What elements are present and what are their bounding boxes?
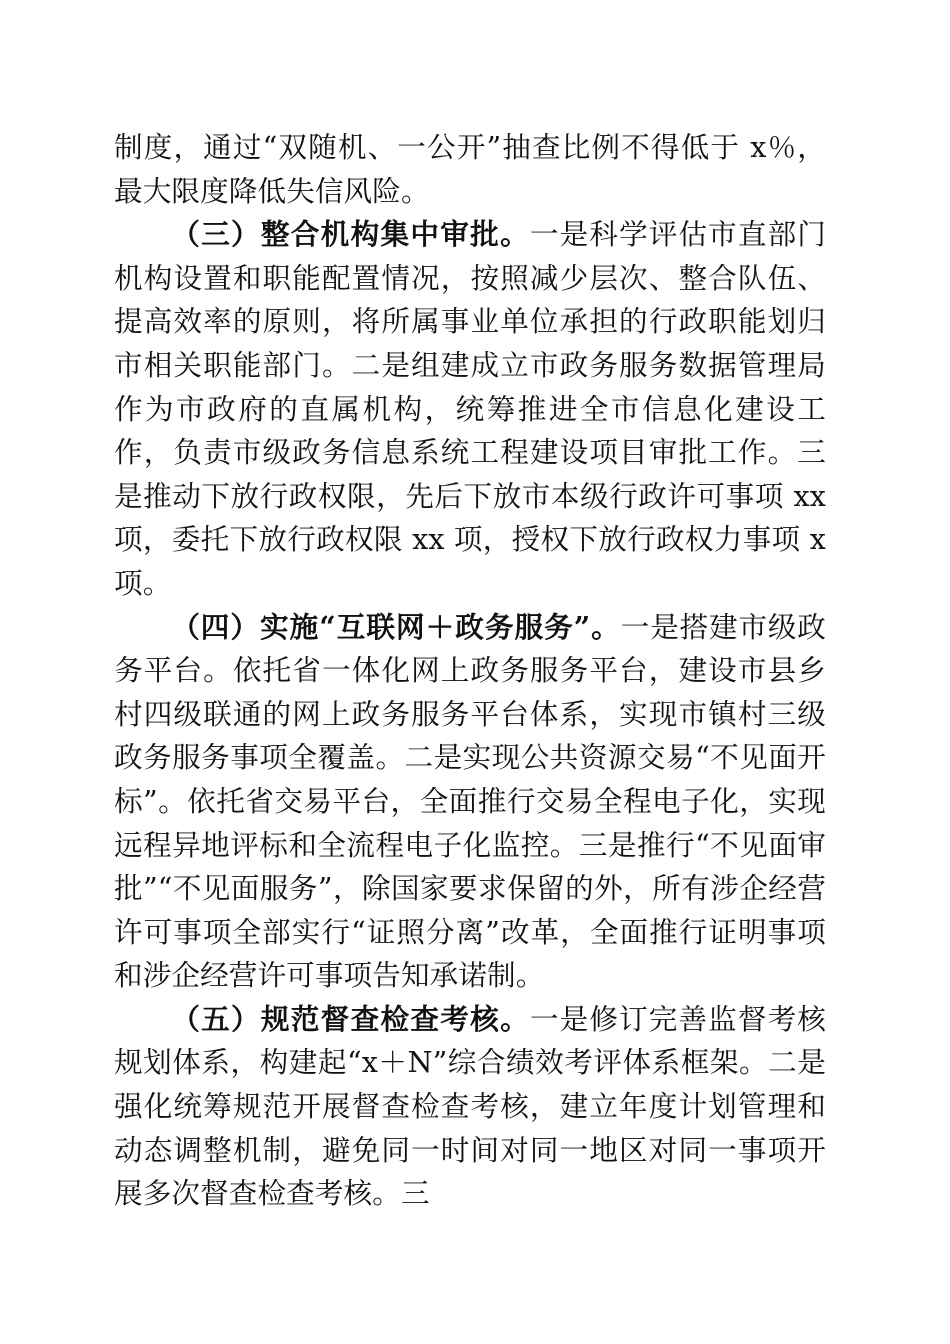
paragraph-text: 一是修订完善监督考核规划体系，构建起“x＋N”综合绩效考评体系框架。二是强化统筹规范开展督查检查考核，建立年度计划管理和动态调整机制，避免同一时间对同一地区对同一事项开展多次督查检查考核。三 <box>114 1001 826 1211</box>
paragraph-text: 制度，通过“双随机、一公开”抽查比例不得低于 x％，最大限度降低失信风险。 <box>114 130 826 208</box>
section-heading-three: （三）整合机构集中审批。 <box>171 217 530 252</box>
paragraph-continuation <box>114 126 826 213</box>
paragraph-text: 一是科学评估市直部门机构设置和职能配置情况，按照减少层次、整合队伍、提高效率的原则，将所属事业单位承担的行政职能划归市相关职能部门。二是组建成立市政务服务数据管理局作为市政府的直属机构，统筹推进全市信息化建设工作，负责市级政务信息系统工程建设项目审批工作。三是推动下放行政权限，先后下放市本级行政许可事项 xx 项，委托下放行政权限 xx 项，授权下放行政权力事项 x 项。 <box>114 217 826 600</box>
page-bottom-whitespace <box>0 1160 950 1344</box>
section-heading-four: （四）实施“互联网＋政务服务”。 <box>171 609 621 644</box>
document-text-column <box>114 126 826 1216</box>
paragraph-section-three <box>114 213 826 605</box>
paragraph-section-four <box>114 606 826 998</box>
paragraph-text: 一是搭建市级政务平台。依托省一体化网上政务服务平台，建设市县乡村四级联通的网上政务服务平台体系，实现市镇村三级政务服务事项全覆盖。二是实现公共资源交易“不见面开标”。依托省交易平台，全面推行交易全程电子化，实现远程异地评标和全流程电子化监控。三是推行“不见面审批”“不见面服务”，除国家要求保留的外，所有涉企经营许可事项全部实行“证照分离”改革，全面推行证明事项和涉企经营许可事项告知承诺制。 <box>114 609 826 993</box>
section-heading-five: （五）规范督查检查考核。 <box>171 1001 530 1036</box>
